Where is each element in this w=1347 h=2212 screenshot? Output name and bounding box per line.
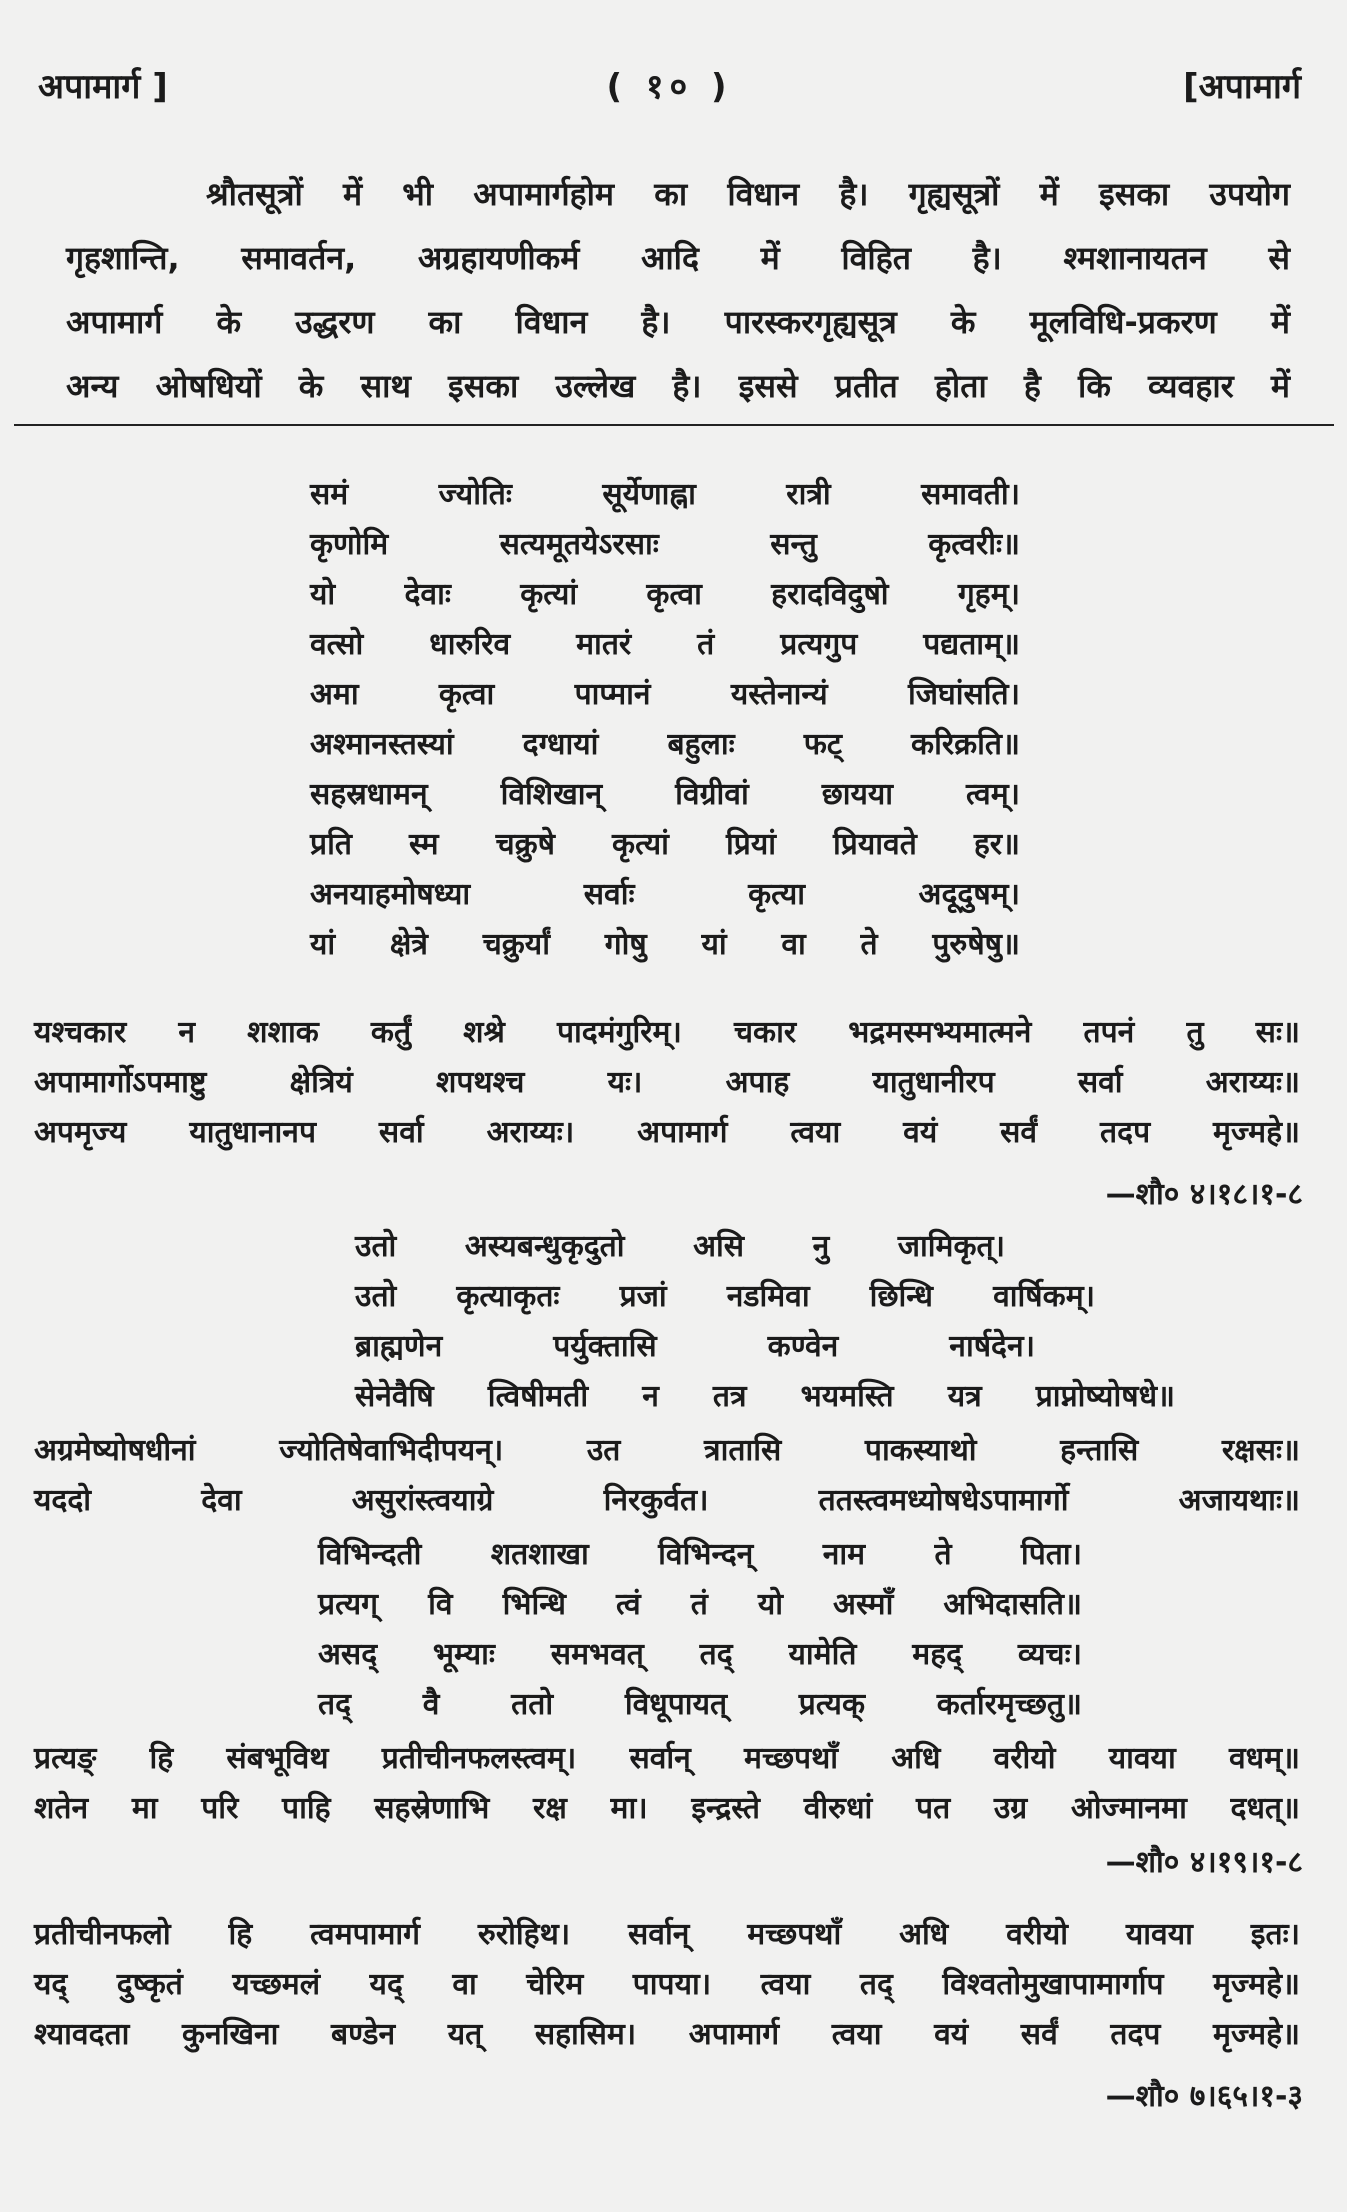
- verse-line: प्रत्यग् वि भिन्धि त्वं तं यो अस्माँ अभिदासति॥: [318, 1587, 1082, 1622]
- verse-line: अश्मानस्तस्यां दग्धायां बहुलाः फट् करिक्रति॥: [310, 727, 1020, 762]
- verse-line: उतो कृत्याकृतः प्रजां नडमिवा छिन्धि वार्षिकम्।: [355, 1279, 1095, 1314]
- verse-line: उतो अस्यबन्धुकृदुतो असि नु जामिकृत्।: [355, 1229, 1005, 1264]
- verse-line: प्रत्यङ् हि संबभूविथ प्रतीचीनफलस्त्वम्। सर्वान् मच्छपथाँ अधि वरीयो यावया वधम्॥: [34, 1741, 1300, 1776]
- verse-line: यां क्षेत्रे चक्रुर्यां गोषु यां वा ते पुरुषेषु॥: [310, 927, 1020, 962]
- verse-block-7: [34, 1910, 1300, 2060]
- verse-line: प्रति स्म चक्रुषे कृत्यां प्रियां प्रियावते हर॥: [310, 827, 1020, 862]
- header-left-title: अपामार्ग ]: [38, 67, 168, 107]
- verse-reference: —शौ० ४।१८।१-८: [1105, 1177, 1303, 1212]
- verse-line: वत्सो धारुरिव मातरं तं प्रत्यगुप पद्यताम्॥: [310, 627, 1020, 662]
- verse-line: अनयाहमोषध्या सर्वाः कृत्या अदूदुषम्।: [310, 877, 1020, 912]
- verse-reference: —शौ० ७।६५।१-३: [1105, 2079, 1303, 2114]
- verse-block-5: [318, 1530, 1082, 1730]
- verse-block-1: [0, 470, 1020, 970]
- footnote-divider: [14, 424, 1334, 426]
- verse-line: यददो देवा असुरांस्त्वयाग्रे निरकुर्वत। ततस्त्वमध्योषधेऽपामार्गो अजायथाः॥: [34, 1483, 1300, 1518]
- page-header: [38, 62, 1301, 112]
- verse-line: सहस्रधामन् विशिखान् विग्रीवां छायया त्वम्।: [310, 777, 1020, 812]
- verse-line: प्रतीचीनफलो हि त्वमपामार्ग रुरोहिथ। सर्वान् मच्छपथाँ अधि वरीयो यावया इतः।: [34, 1917, 1300, 1952]
- verse-line: अपामार्गोऽपमाष्टु क्षेत्रियं शपथश्च यः। अपाह यातुधानीरप सर्वा अराय्यः॥: [34, 1065, 1300, 1100]
- header-right-title: [अपामार्ग: [1183, 67, 1301, 107]
- page-number: ( १० ): [606, 67, 733, 107]
- verse-line: विभिन्दती शतशाखा विभिन्दन् नाम ते पिता।: [318, 1537, 1082, 1572]
- verse-line: अग्रमेष्योषधीनां ज्योतिषेवाभिदीपयन्। उत त्रातासि पाकस्याथो हन्तासि रक्षसः॥: [34, 1433, 1300, 1468]
- verse-line: यो देवाः कृत्यां कृत्वा हरादविदुषो गृहम्।: [310, 577, 1020, 612]
- verse-block-6: [34, 1734, 1300, 1834]
- verse-line: ब्राह्मणेन पर्युक्तासि कण्वेन नार्षदेन।: [355, 1329, 1035, 1364]
- verse-block-3: [355, 1222, 1175, 1422]
- prose-line: गृहशान्ति, समावर्तन, अग्रहायणीकर्म आदि में विहित है। श्मशानायतन से: [66, 239, 1290, 277]
- verse-line: श्यावदता कुनखिना बण्डेन यत् सहासिम। अपामार्ग त्वया वयं सर्वं तदप मृज्महे॥: [34, 2017, 1300, 2052]
- prose-line: अन्य ओषधियों के साथ इसका उल्लेख है। इससे प्रतीत होता है कि व्यवहार में: [66, 367, 1290, 405]
- prose-line: श्रौतसूत्रों में भी अपामार्गहोम का विधान है। गृह्यसूत्रों में इसका उपयोग: [206, 175, 1290, 213]
- verse-line: अमा कृत्वा पाप्मानं यस्तेनान्यं जिघांसति।: [310, 677, 1020, 712]
- verse-line: असद् भूम्याः समभवत् तद् यामेति महद् व्यचः।: [318, 1637, 1082, 1672]
- verse-line: तद् वै ततो विधूपायत् प्रत्यक् कर्तारमृच्छतु॥: [318, 1687, 1082, 1722]
- verse-line: अपमृज्य यातुधानानप सर्वा अराय्यः। अपामार्ग त्वया वयं सर्वं तदप मृज्महे॥: [34, 1115, 1300, 1150]
- verse-block-2: [34, 1008, 1300, 1158]
- verse-block-4: [34, 1426, 1300, 1526]
- verse-line: यद् दुष्कृतं यच्छमलं यद् वा चेरिम पापया। त्वया तद् विश्वतोमुखापामार्गाप मृज्महे॥: [34, 1967, 1300, 2002]
- verse-line: यश्चकार न शशाक कर्तुं शश्रे पादमंगुरिम्। चकार भद्रमस्मभ्यमात्मने तपनं तु सः॥: [34, 1015, 1300, 1050]
- verse-line: समं ज्योतिः सूर्येणाह्ना रात्री समावती।: [310, 477, 1020, 512]
- verse-line: सेनेवैषि त्विषीमती न तत्र भयमस्ति यत्र प्राप्नोष्योषधे॥: [355, 1379, 1175, 1414]
- prose-paragraph: [66, 162, 1290, 418]
- verse-reference: —शौ० ४।१९।१-८: [1105, 1845, 1303, 1880]
- verse-line: शतेन मा परि पाहि सहस्रेणाभि रक्ष मा। इन्द्रस्ते वीरुधां पत उग्र ओज्मानमा दधत्॥: [34, 1791, 1300, 1826]
- prose-line: अपामार्ग के उद्धरण का विधान है। पारस्करगृह्यसूत्र के मूलविधि-प्रकरण में: [66, 303, 1290, 341]
- verse-line: कृणोमि सत्यमूतयेऽरसाः सन्तु कृत्वरीः॥: [310, 527, 1020, 562]
